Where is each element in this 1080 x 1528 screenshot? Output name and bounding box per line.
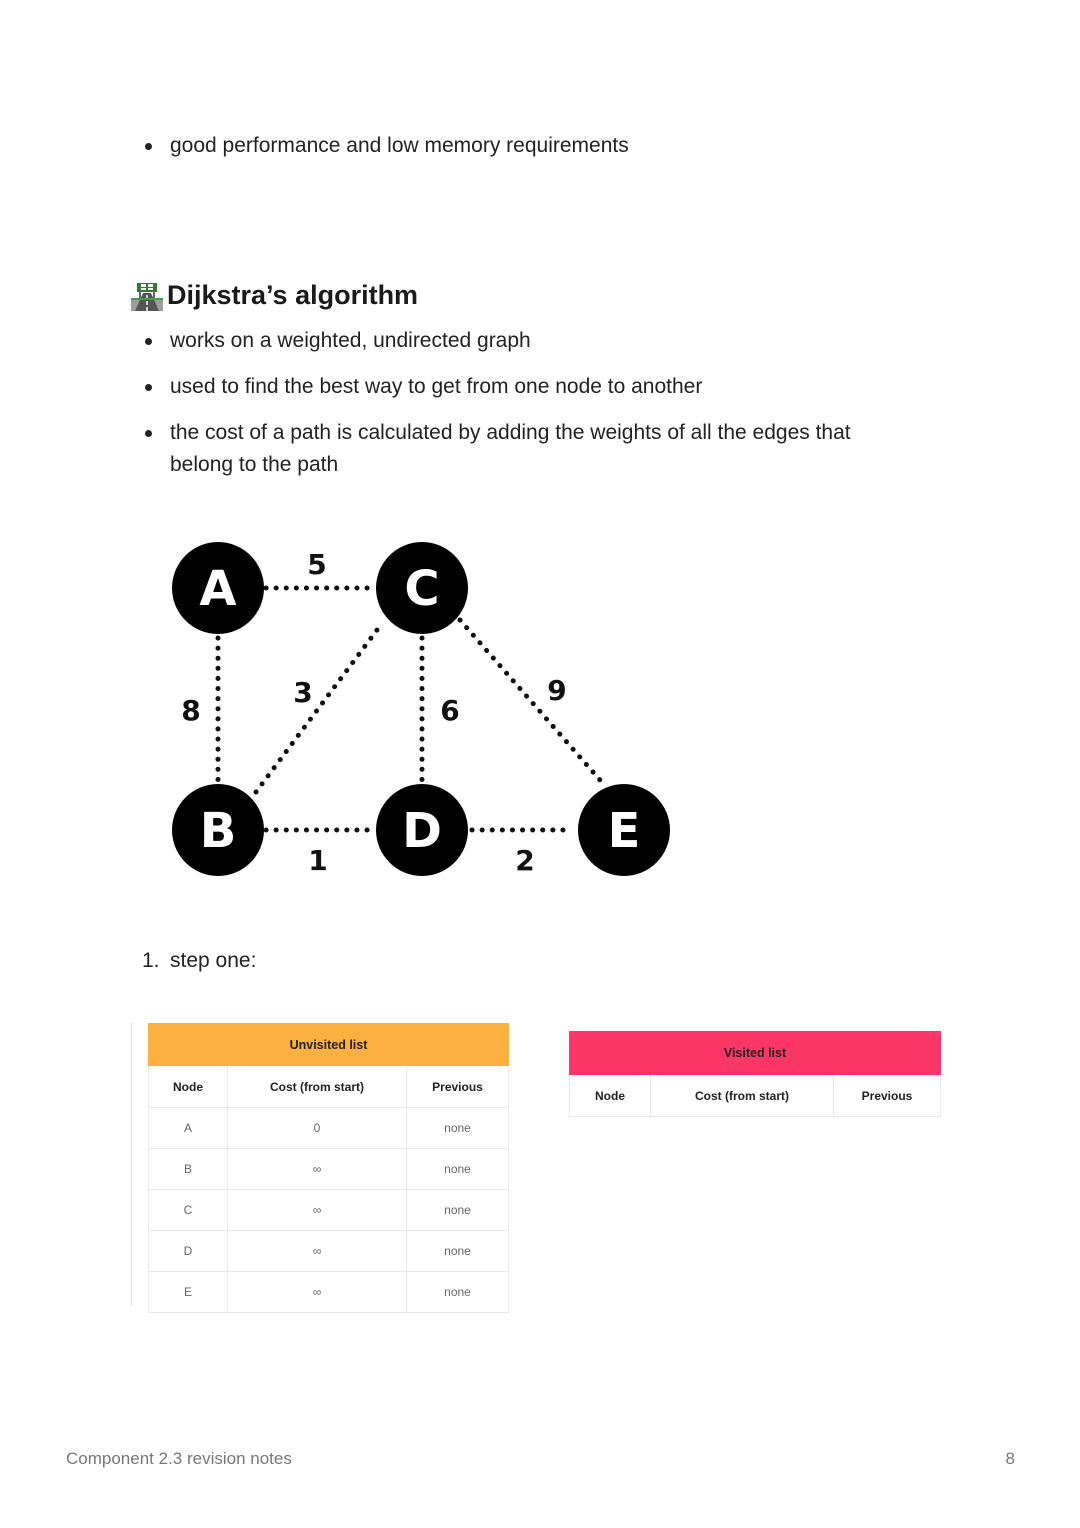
node-label: E	[607, 803, 641, 859]
bullet-icon	[145, 384, 152, 391]
node-label: B	[199, 803, 237, 859]
intro-list	[140, 130, 629, 176]
edge-weight: 8	[181, 694, 201, 727]
list-item: works on a weighted, undirected graph	[140, 325, 900, 357]
visited-list-table	[569, 1031, 941, 1117]
step-text: step one:	[170, 949, 257, 972]
step-label	[142, 946, 256, 976]
section-title: Dijkstra’s algorithm	[167, 280, 419, 310]
table-title: Visited list	[570, 1032, 941, 1075]
table-row: D ∞ none	[149, 1231, 509, 1272]
table-row: A 0 none	[149, 1108, 509, 1149]
section-heading	[131, 280, 418, 311]
edge-b-c	[256, 626, 380, 792]
edge-weight: 6	[440, 694, 460, 727]
edge-weight: 2	[515, 844, 535, 877]
step-number: 1.	[142, 949, 160, 972]
node-label: A	[199, 561, 237, 617]
node-e	[578, 784, 670, 876]
list-item: good performance and low memory requirements	[140, 130, 629, 162]
dijkstra-bullets	[140, 325, 900, 495]
list-item: used to find the best way to get from one node to another	[140, 371, 900, 403]
divider	[131, 1023, 132, 1306]
page-number: 8	[1005, 1449, 1015, 1468]
edge-weight: 3	[293, 676, 313, 709]
weighted-graph-diagram	[160, 530, 680, 890]
node-label: D	[402, 803, 442, 859]
node-d	[376, 784, 468, 876]
bullet-icon	[145, 430, 152, 437]
node-a	[172, 542, 264, 634]
node-c	[376, 542, 468, 634]
table-row: B ∞ none	[149, 1149, 509, 1190]
node-b	[172, 784, 264, 876]
edge-c-e	[460, 620, 600, 780]
edge-weight: 9	[547, 674, 567, 707]
column-header: Node	[149, 1066, 228, 1108]
list-item: the cost of a path is calculated by adding the weights of all the edges that belong to the path	[140, 417, 900, 481]
bullet-icon	[145, 143, 152, 150]
unvisited-list-table	[148, 1023, 509, 1313]
edge-weight: 5	[307, 548, 327, 581]
table-row: C ∞ none	[149, 1190, 509, 1231]
motorway-road-icon	[131, 281, 163, 311]
column-header: Previous	[407, 1066, 509, 1108]
node-label: C	[404, 561, 440, 617]
column-header: Cost (from start)	[651, 1075, 834, 1117]
bullet-icon	[145, 338, 152, 345]
table-row: E ∞ none	[149, 1272, 509, 1313]
table-title: Unvisited list	[149, 1024, 509, 1066]
edge-weight: 1	[308, 844, 328, 877]
column-header: Cost (from start)	[228, 1066, 407, 1108]
footer-title: Component 2.3 revision notes	[66, 1449, 292, 1468]
column-header: Node	[570, 1075, 651, 1117]
column-header: Previous	[834, 1075, 941, 1117]
